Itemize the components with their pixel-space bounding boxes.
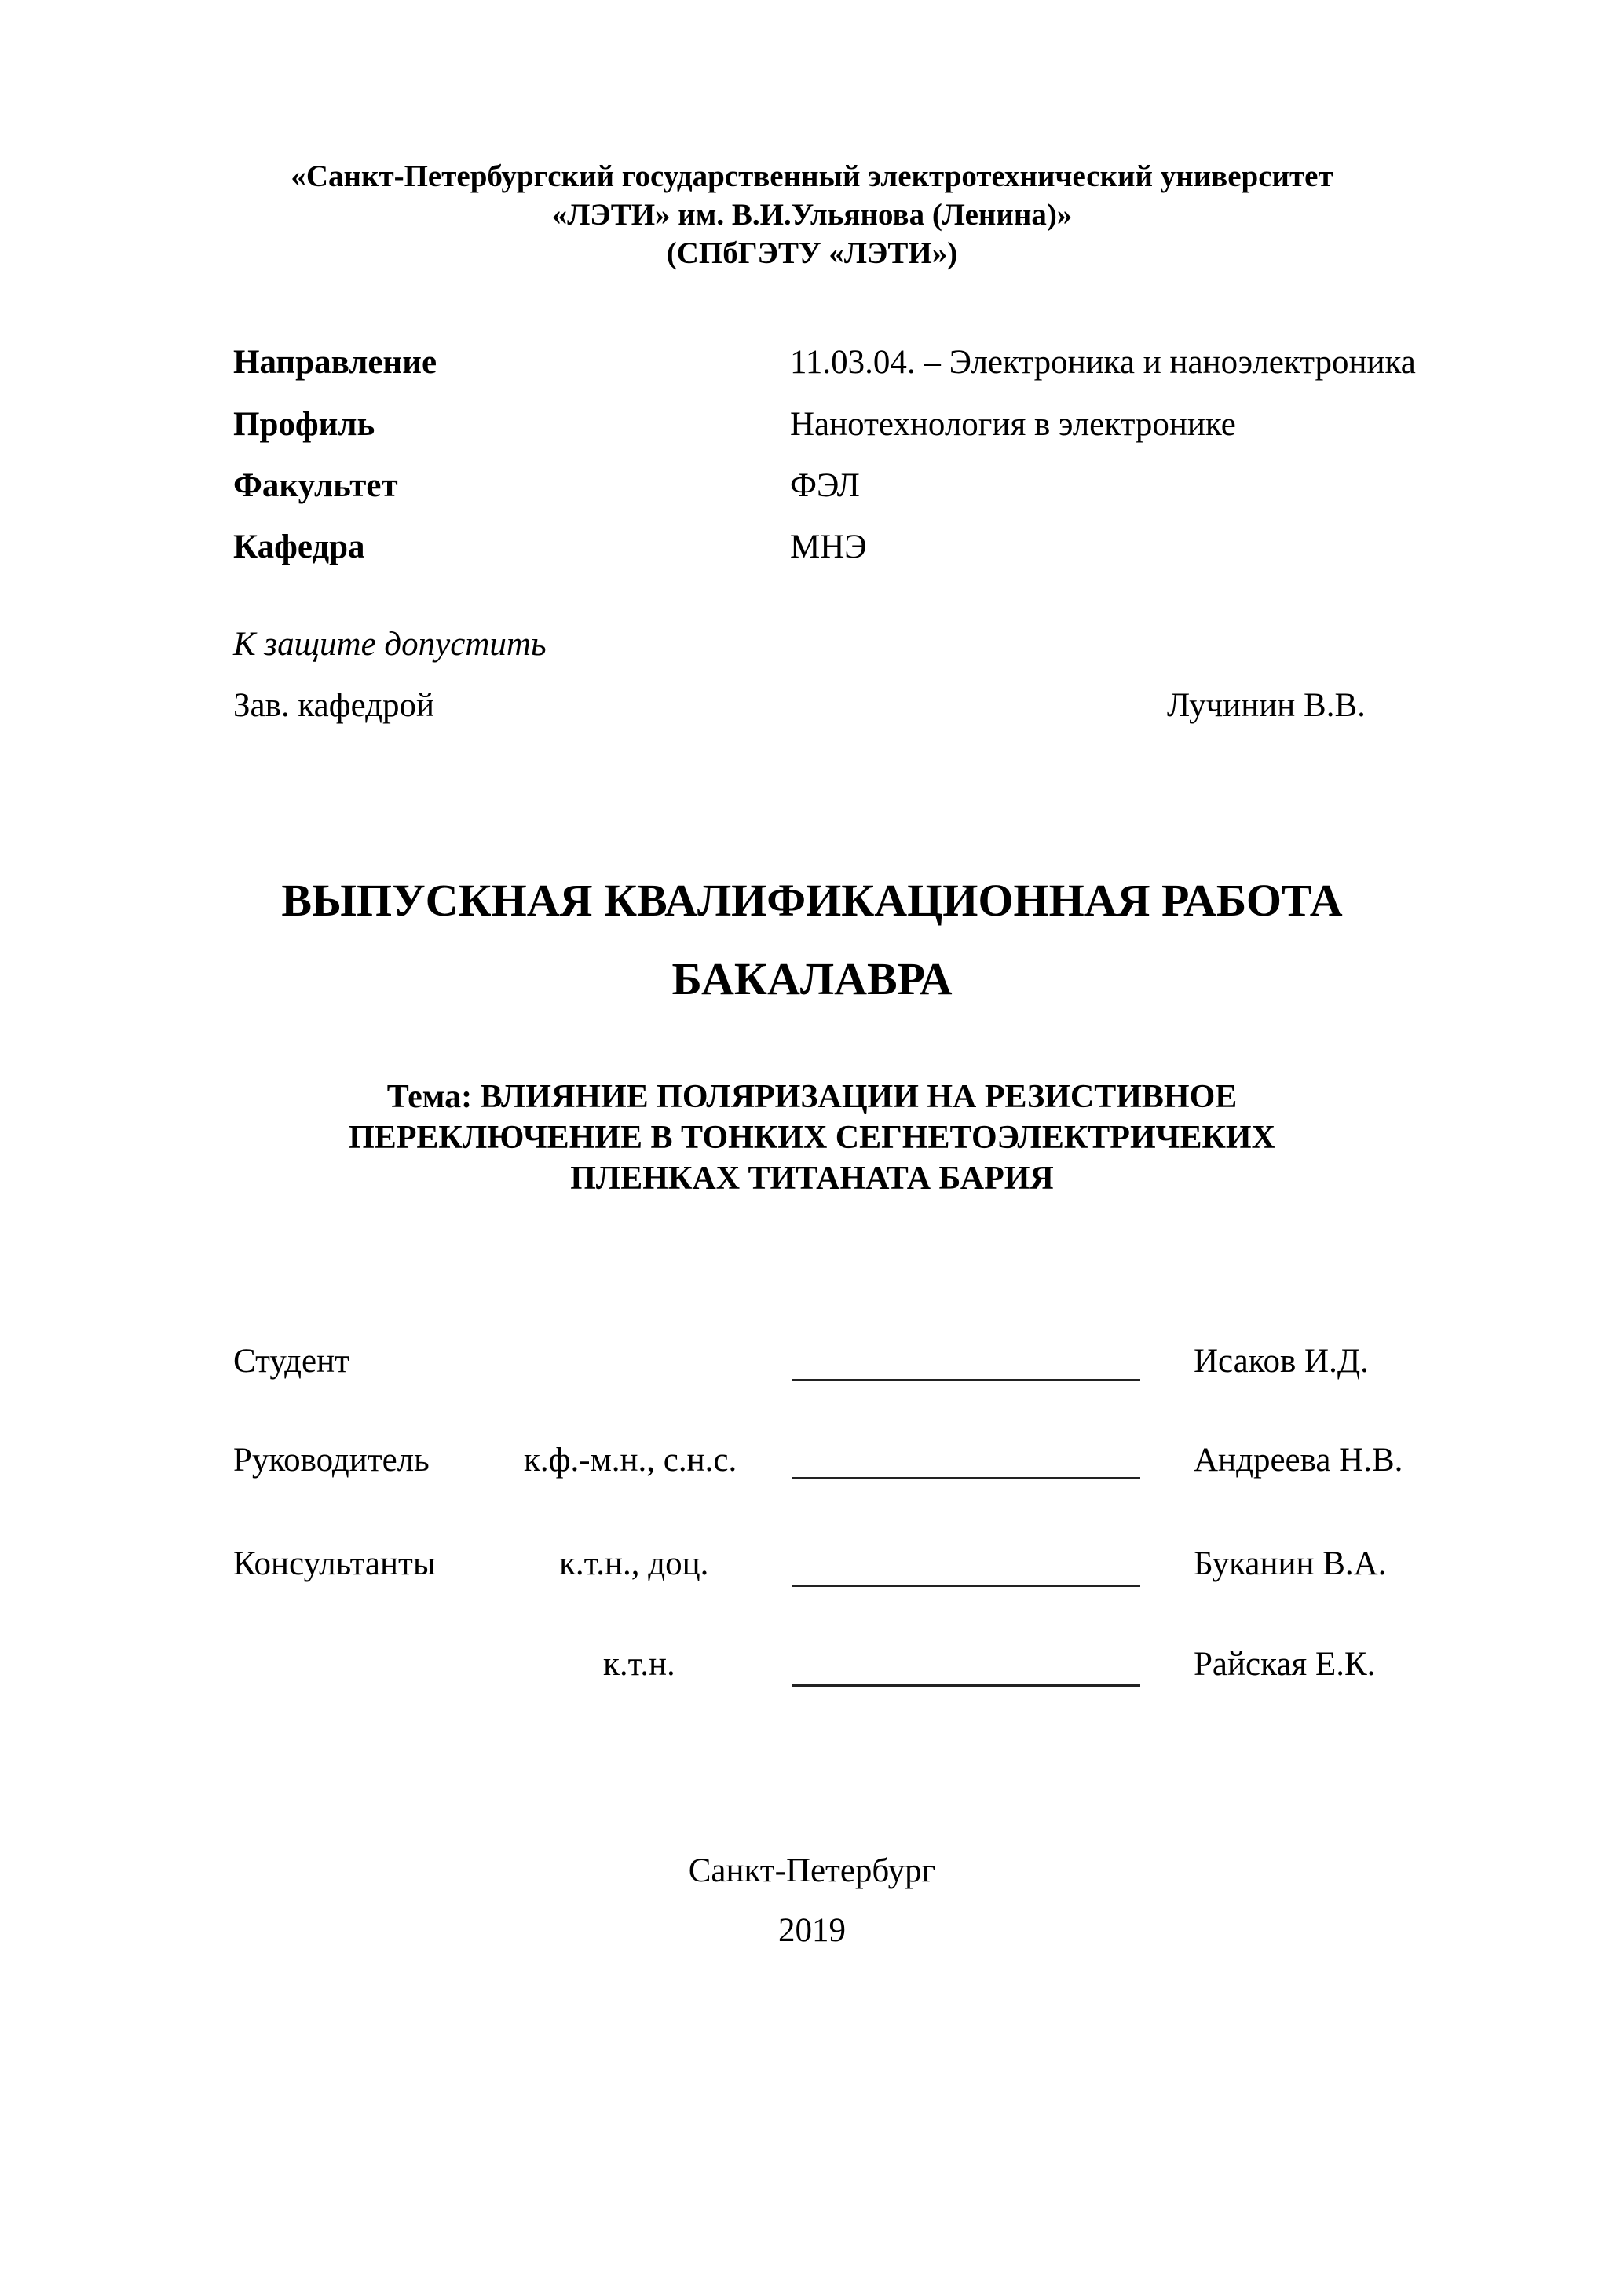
profile-label: Профиль bbox=[233, 406, 375, 443]
topic-line-2: ПЕРЕКЛЮЧЕНИЕ В ТОНКИХ СЕГНЕТОЭЛЕКТРИЧЕКИХ bbox=[349, 1120, 1275, 1156]
university-abbreviation: (СПбГЭТУ «ЛЭТИ») bbox=[666, 236, 958, 270]
faculty-value: ФЭЛ bbox=[790, 467, 860, 504]
profile-value: Нанотехнология в электронике bbox=[790, 406, 1236, 443]
signature-name: Буканин В.А. bbox=[1194, 1545, 1387, 1582]
direction-label: Направление bbox=[233, 344, 437, 381]
head-of-department-name: Лучинин В.В. bbox=[1167, 687, 1366, 724]
university-name-line-2: «ЛЭТИ» им. В.И.Ульянова (Ленина)» bbox=[551, 198, 1073, 232]
faculty-label: Факультет bbox=[233, 467, 398, 504]
head-of-department-label: Зав. кафедрой bbox=[233, 687, 435, 724]
approval-title: К защите допустить bbox=[233, 626, 547, 663]
signature-line bbox=[792, 1379, 1140, 1381]
signature-name: Райская Е.К. bbox=[1194, 1646, 1376, 1683]
department-value: МНЭ bbox=[790, 528, 867, 565]
signature-degree: к.т.н., доц. bbox=[559, 1545, 709, 1582]
signature-role: Консультанты bbox=[233, 1545, 436, 1582]
topic-line-1: Тема: ВЛИЯНИЕ ПОЛЯРИЗАЦИИ НА РЕЗИСТИВНОЕ bbox=[386, 1079, 1238, 1115]
signature-name: Исаков И.Д. bbox=[1194, 1343, 1369, 1380]
topic-line-3: ПЛЕНКАХ ТИТАНАТА БАРИЯ bbox=[570, 1161, 1054, 1197]
signature-role: Студент bbox=[233, 1343, 349, 1380]
department-label: Кафедра bbox=[233, 528, 365, 565]
year: 2019 bbox=[778, 1912, 846, 1949]
work-title-line-2: БАКАЛАВРА bbox=[671, 953, 953, 1004]
city: Санкт-Петербург bbox=[688, 1852, 936, 1889]
signature-degree: к.ф.-м.н., с.н.с. bbox=[524, 1442, 737, 1479]
signature-degree: к.т.н. bbox=[603, 1646, 675, 1683]
work-title-line-1: ВЫПУСКНАЯ КВАЛИФИКАЦИОННАЯ РАБОТА bbox=[281, 875, 1343, 926]
university-name-line-1: «Санкт-Петербургский государственный электротехнический университет bbox=[291, 159, 1333, 193]
signature-name: Андреева Н.В. bbox=[1194, 1442, 1403, 1479]
signature-role: Руководитель bbox=[233, 1442, 430, 1479]
direction-value: 11.03.04. – Электроника и наноэлектроника bbox=[790, 344, 1416, 381]
signature-line bbox=[792, 1477, 1140, 1479]
signature-line bbox=[792, 1684, 1140, 1687]
signature-line bbox=[792, 1585, 1140, 1587]
